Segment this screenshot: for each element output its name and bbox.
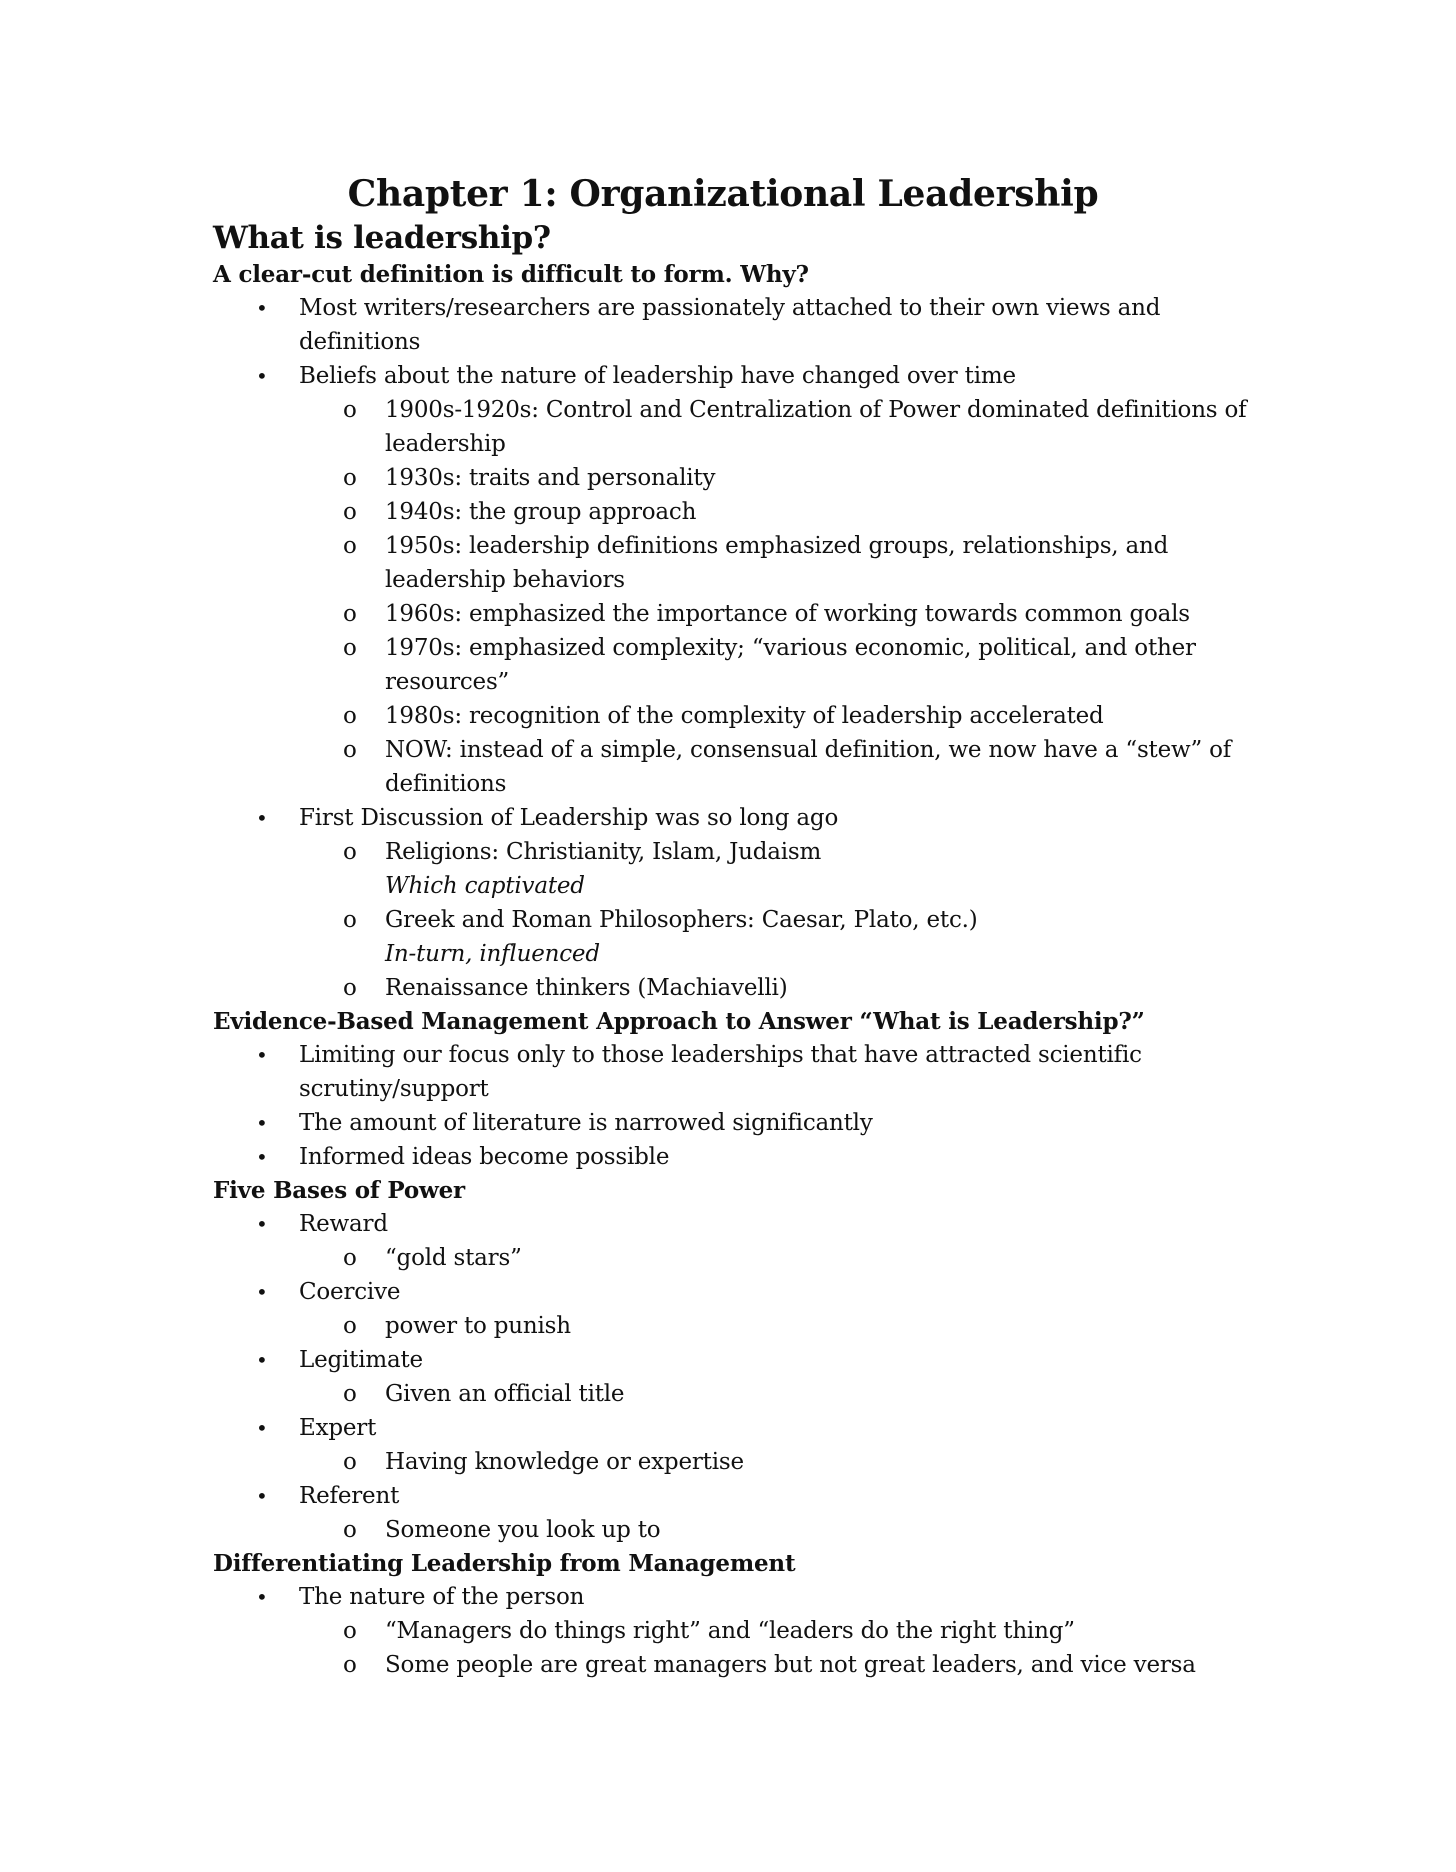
sub-list-item-text: Someone you look up to [385, 1517, 661, 1543]
sub-bullet-marker-icon: o [343, 635, 357, 661]
sub-bullet-marker-icon: o [343, 601, 357, 627]
list-item-text: The nature of the person [299, 1584, 585, 1610]
list-item-text: Coercive [299, 1279, 401, 1305]
sub-bullet-marker-icon: o [343, 1313, 357, 1339]
sub-list-item [213, 733, 1273, 801]
sub-bullet-marker-icon: o [343, 1449, 357, 1475]
list-item [213, 1207, 1273, 1241]
sub-list-item-text: “gold stars” [385, 1245, 522, 1271]
sub-bullet-marker-icon: o [343, 907, 357, 933]
sub-list-item-text: 1980s: recognition of the complexity of leadership accelerated [385, 703, 1104, 729]
list-item-text: Beliefs about the nature of leadership have changed over time [299, 363, 1016, 389]
sub-list-note: Which captivated [385, 873, 585, 899]
list-item-text: Informed ideas become possible [299, 1144, 670, 1170]
sub-list-item-text: 1900s-1920s: Control and Centralization of Power dominated definitions of leadership [385, 397, 1247, 457]
sub-list-item-text: NOW: instead of a simple, consensual definition, we now have a “stew” of definitions [385, 737, 1232, 797]
bullet-list [213, 291, 1273, 1005]
page-title: Chapter 1: Organizational Leadership [347, 173, 1099, 215]
bullet-list [213, 1580, 1273, 1682]
list-item-text: Expert [299, 1415, 377, 1441]
list-item [213, 1275, 1273, 1309]
section-heading: A clear-cut definition is difficult to form. Why? [213, 261, 809, 288]
sub-bullet-marker-icon: o [343, 1618, 357, 1644]
sub-list-item [213, 1648, 1273, 1682]
list-item [213, 1580, 1273, 1614]
sub-list-item [213, 835, 1273, 869]
sub-bullet-marker-icon: o [343, 1245, 357, 1271]
list-item-text: Reward [299, 1211, 388, 1237]
sub-list-item-text: 1930s: traits and personality [385, 465, 716, 491]
sub-list-item [213, 461, 1273, 495]
list-item-text: The amount of literature is narrowed significantly [299, 1110, 873, 1136]
sub-bullet-marker-icon: o [343, 1517, 357, 1543]
sub-list-item [213, 631, 1273, 699]
bullet-marker-icon: • [256, 1043, 268, 1067]
list-item [213, 1343, 1273, 1377]
document-content [213, 170, 1273, 1682]
bullet-marker-icon: • [256, 1212, 268, 1236]
sub-bullet-marker-icon: o [343, 703, 357, 729]
list-item-text: Legitimate [299, 1347, 423, 1373]
sub-list-item [213, 597, 1273, 631]
sub-list-item-text: 1950s: leadership definitions emphasized groups, relationships, and leadership behaviors [385, 533, 1169, 593]
sub-list-item-text: 1940s: the group approach [385, 499, 697, 525]
sub-bullet-marker-icon: o [343, 533, 357, 559]
sub-list-item [213, 699, 1273, 733]
list-item [213, 359, 1273, 393]
sub-bullet-marker-icon: o [343, 397, 357, 423]
list-item-text: First Discussion of Leadership was so long ago [299, 805, 839, 831]
bullet-marker-icon: • [256, 1416, 268, 1440]
bullet-marker-icon: • [256, 1145, 268, 1169]
section-heading: Evidence-Based Management Approach to Answer “What is Leadership?” [213, 1008, 1145, 1035]
sub-list-item [213, 1445, 1273, 1479]
bullet-list [213, 1038, 1273, 1174]
sub-list-item [213, 495, 1273, 529]
sub-list-item [213, 1614, 1273, 1648]
sub-list-item [213, 1309, 1273, 1343]
list-item [213, 1106, 1273, 1140]
list-item [213, 801, 1273, 835]
sub-bullet-marker-icon: o [343, 975, 357, 1001]
list-item [213, 291, 1273, 359]
sub-list-item-text: Given an official title [385, 1381, 625, 1407]
sub-list-item [213, 1513, 1273, 1547]
bullet-marker-icon: • [256, 1280, 268, 1304]
sub-list-item [213, 903, 1273, 937]
sub-bullet-marker-icon: o [343, 1381, 357, 1407]
list-item-text: Most writers/researchers are passionately attached to their own views and definitions [299, 295, 1161, 355]
sub-list-item-text: 1970s: emphasized complexity; “various economic, political, and other resources” [385, 635, 1196, 695]
section-heading: Differentiating Leadership from Management [213, 1550, 796, 1577]
section-heading: Five Bases of Power [213, 1177, 465, 1204]
list-item-text: Referent [299, 1483, 400, 1509]
sub-list-item-text: “Managers do things right” and “leaders do the right thing” [385, 1618, 1075, 1644]
list-item-text: Limiting our focus only to those leaderships that have attracted scientific scrutiny/support [299, 1042, 1142, 1102]
bullet-marker-icon: • [256, 1348, 268, 1372]
sub-list-item-text: Religions: Christianity, Islam, Judaism [385, 839, 822, 865]
sub-list-item [213, 1377, 1273, 1411]
sub-list-note: In-turn, influenced [385, 941, 600, 967]
bullet-list [213, 1207, 1273, 1547]
sub-list-item-text: 1960s: emphasized the importance of working towards common goals [385, 601, 1190, 627]
bullet-marker-icon: • [256, 1585, 268, 1609]
sub-list-item [213, 971, 1273, 1005]
bullet-marker-icon: • [256, 296, 268, 320]
sub-list-item-text: Some people are great managers but not great leaders, and vice versa [385, 1652, 1196, 1678]
section-title: What is leadership? [213, 220, 551, 256]
list-item [213, 1411, 1273, 1445]
sub-list-item [213, 1241, 1273, 1275]
sub-bullet-marker-icon: o [343, 465, 357, 491]
bullet-marker-icon: • [256, 806, 268, 830]
bullet-marker-icon: • [256, 1484, 268, 1508]
sub-bullet-marker-icon: o [343, 1652, 357, 1678]
bullet-marker-icon: • [256, 364, 268, 388]
sections-container [213, 258, 1273, 1682]
sub-bullet-marker-icon: o [343, 737, 357, 763]
sub-bullet-marker-icon: o [343, 839, 357, 865]
bullet-marker-icon: • [256, 1111, 268, 1135]
list-item [213, 1479, 1273, 1513]
sub-list-item-text: power to punish [385, 1313, 571, 1339]
list-item [213, 1038, 1273, 1106]
sub-list-item-text: Renaissance thinkers (Machiavelli) [385, 975, 788, 1001]
sub-list-item-text: Greek and Roman Philosophers: Caesar, Plato, etc.) [385, 907, 978, 933]
list-item [213, 1140, 1273, 1174]
sub-list-item [213, 393, 1273, 461]
sub-list-item-text: Having knowledge or expertise [385, 1449, 744, 1475]
sub-list-item [213, 529, 1273, 597]
sub-bullet-marker-icon: o [343, 499, 357, 525]
